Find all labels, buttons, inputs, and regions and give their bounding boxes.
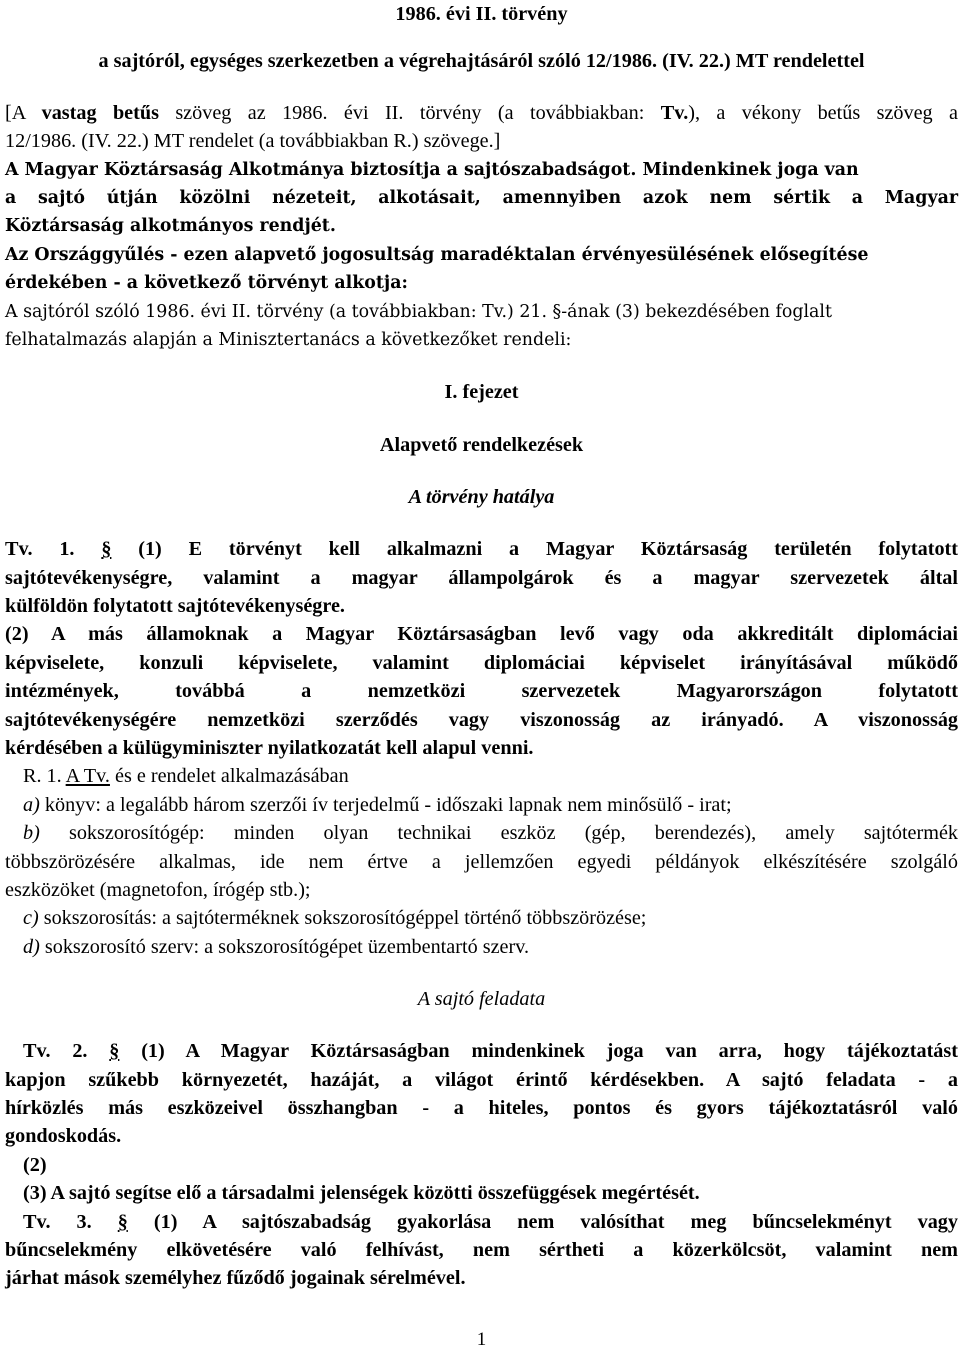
page-number: 1 [476,1329,487,1350]
r1-item-b-line-1: b) sokszorosítógép: minden olyan technikai eszköz (gép, berendezés), amely sajtótermék [23,822,958,844]
preamble-line-5: érdekében - a következő törvényt alkotja: [5,273,408,293]
r1-item-a: a) könyv: a legalább három szerzői ív terjedelmű - időszaki lapnak nem minősülő - irat; [23,794,732,816]
tv3-line-3: járhat mások személyhez fűződő jogainak sérelmével. [5,1267,466,1289]
preamble-line-4: Az Országgyűlés - ezen alapvető jogosultság maradéktalan érvényesülésének elősegítése [5,245,869,265]
document-subtitle: a sajtóról, egységes szerkezetben a végrehajtásáról szóló 12/1986. (IV. 22.) MT rendelettel [98,50,865,72]
editorial-note-line-1: [A vastag betűs szöveg az 1986. évi II. törvény (a továbbiakban: Tv.), a vékony betűs szöveg a [5,102,959,124]
tv2-line-4: gondoskodás. [5,1125,122,1147]
section-sign: § [101,538,112,560]
chapter-title: Alapvető rendelkezések [379,434,584,456]
document-page [5,0,958,1362]
preamble-line-1: A Magyar Köztársaság Alkotmánya biztosítja a sajtószabadságot. Mindenkinek joga van [5,160,859,180]
section-sign: § [117,1211,128,1233]
section-sign: § [109,1040,120,1062]
preamble-line-2: a sajtó útján közölni nézeteit, alkotásait, amennyiben azok nem sértik a Magyar [5,188,958,208]
r1-item-b-line-3: eszközöket (magnetofon, írógép stb.); [5,879,311,901]
tv1-p2-line-2: képviselete, konzuli képviselete, valamint diplomáciai képviselet irányításával működő [5,652,958,674]
r1-intro: R. 1. A Tv. és e rendelet alkalmazásában [23,765,349,787]
editorial-note-line-2: 12/1986. (IV. 22.) MT rendelet (a továbbiakban R.) szövege.] [5,130,501,152]
document-title: 1986. évi II. törvény [395,3,568,25]
tv1-line-3: külföldön folytatott sajtótevékenységre. [5,595,345,617]
preamble-line-7: felhatalmazás alapján a Minisztertanács a következőket rendeli: [5,330,572,350]
tv2-p2: (2) [23,1154,47,1176]
section-title-press-duty: A sajtó feladata [417,988,546,1010]
tv1-p2-line-4: sajtótevékenységére nemzetközi szerződés vagy viszonosság az irányadó. A viszonosság [5,709,958,731]
r1-item-d: d) sokszorosító szerv: a sokszorosítógépet üzembentartó szerv. [23,936,530,958]
tv2-line-3: hírközlés más eszközeivel összhangban - a hiteles, pontos és gyors tájékoztatásról való [5,1097,958,1119]
preamble-line-3: Köztársaság alkotmányos rendjét. [5,216,336,236]
tv2-line-2: kapjon szűkebb környezetét, hazáját, a világot érintő kérdésekben. A sajtó feladata - a [5,1069,958,1091]
tv1-line-1: Tv. 1. § (1) E törvényt kell alkalmazni a Magyar Köztársaság területén folytatott [5,538,958,560]
tv1-p2-line-1: (2) A más államoknak a Magyar Köztársaságban levő vagy oda akkreditált diplomáciai [5,623,958,645]
tv1-p2-line-5: kérdésében a külügyminiszter nyilatkozatát kell alapul venni. [5,737,534,759]
tv3-line-1: Tv. 3. § (1) A sajtószabadság gyakorlása nem valósíthat meg bűncselekményt vagy [23,1211,958,1233]
section-title-scope: A törvény hatálya [408,486,555,508]
preamble-line-6: A sajtóról szóló 1986. évi II. törvény (a továbbiakban: Tv.) 21. §-ának (3) bekezdésében foglalt [5,302,832,322]
r1-item-b-line-2: többszörözésére alkalmas, ide nem értve a jellemzően egyedi példányok elkészítésére szolgáló [5,851,958,873]
tv1-p2-line-3: intézmények, továbbá a nemzetközi szervezetek Magyarországon folytatott [5,680,958,702]
tv1-line-2: sajtótevékenységre, valamint a magyar állampolgárok és a magyar szervezetek által [5,567,958,589]
chapter-number: I. fejezet [444,381,519,403]
tv3-line-2: bűncselekmény elkövetésére való felhívást, nem sértheti a közerkölcsöt, valamint nem [5,1239,958,1261]
tv2-p3: (3) A sajtó segítse elő a társadalmi jelenségek közötti összefüggések megértését. [23,1182,700,1204]
tv2-line-1: Tv. 2. § (1) A Magyar Köztársaságban mindenkinek joga van arra, hogy tájékoztatást [23,1040,958,1062]
r1-item-c: c) sokszorosítás: a sajtóterméknek sokszorosítógéppel történő többszörözése; [23,907,647,929]
